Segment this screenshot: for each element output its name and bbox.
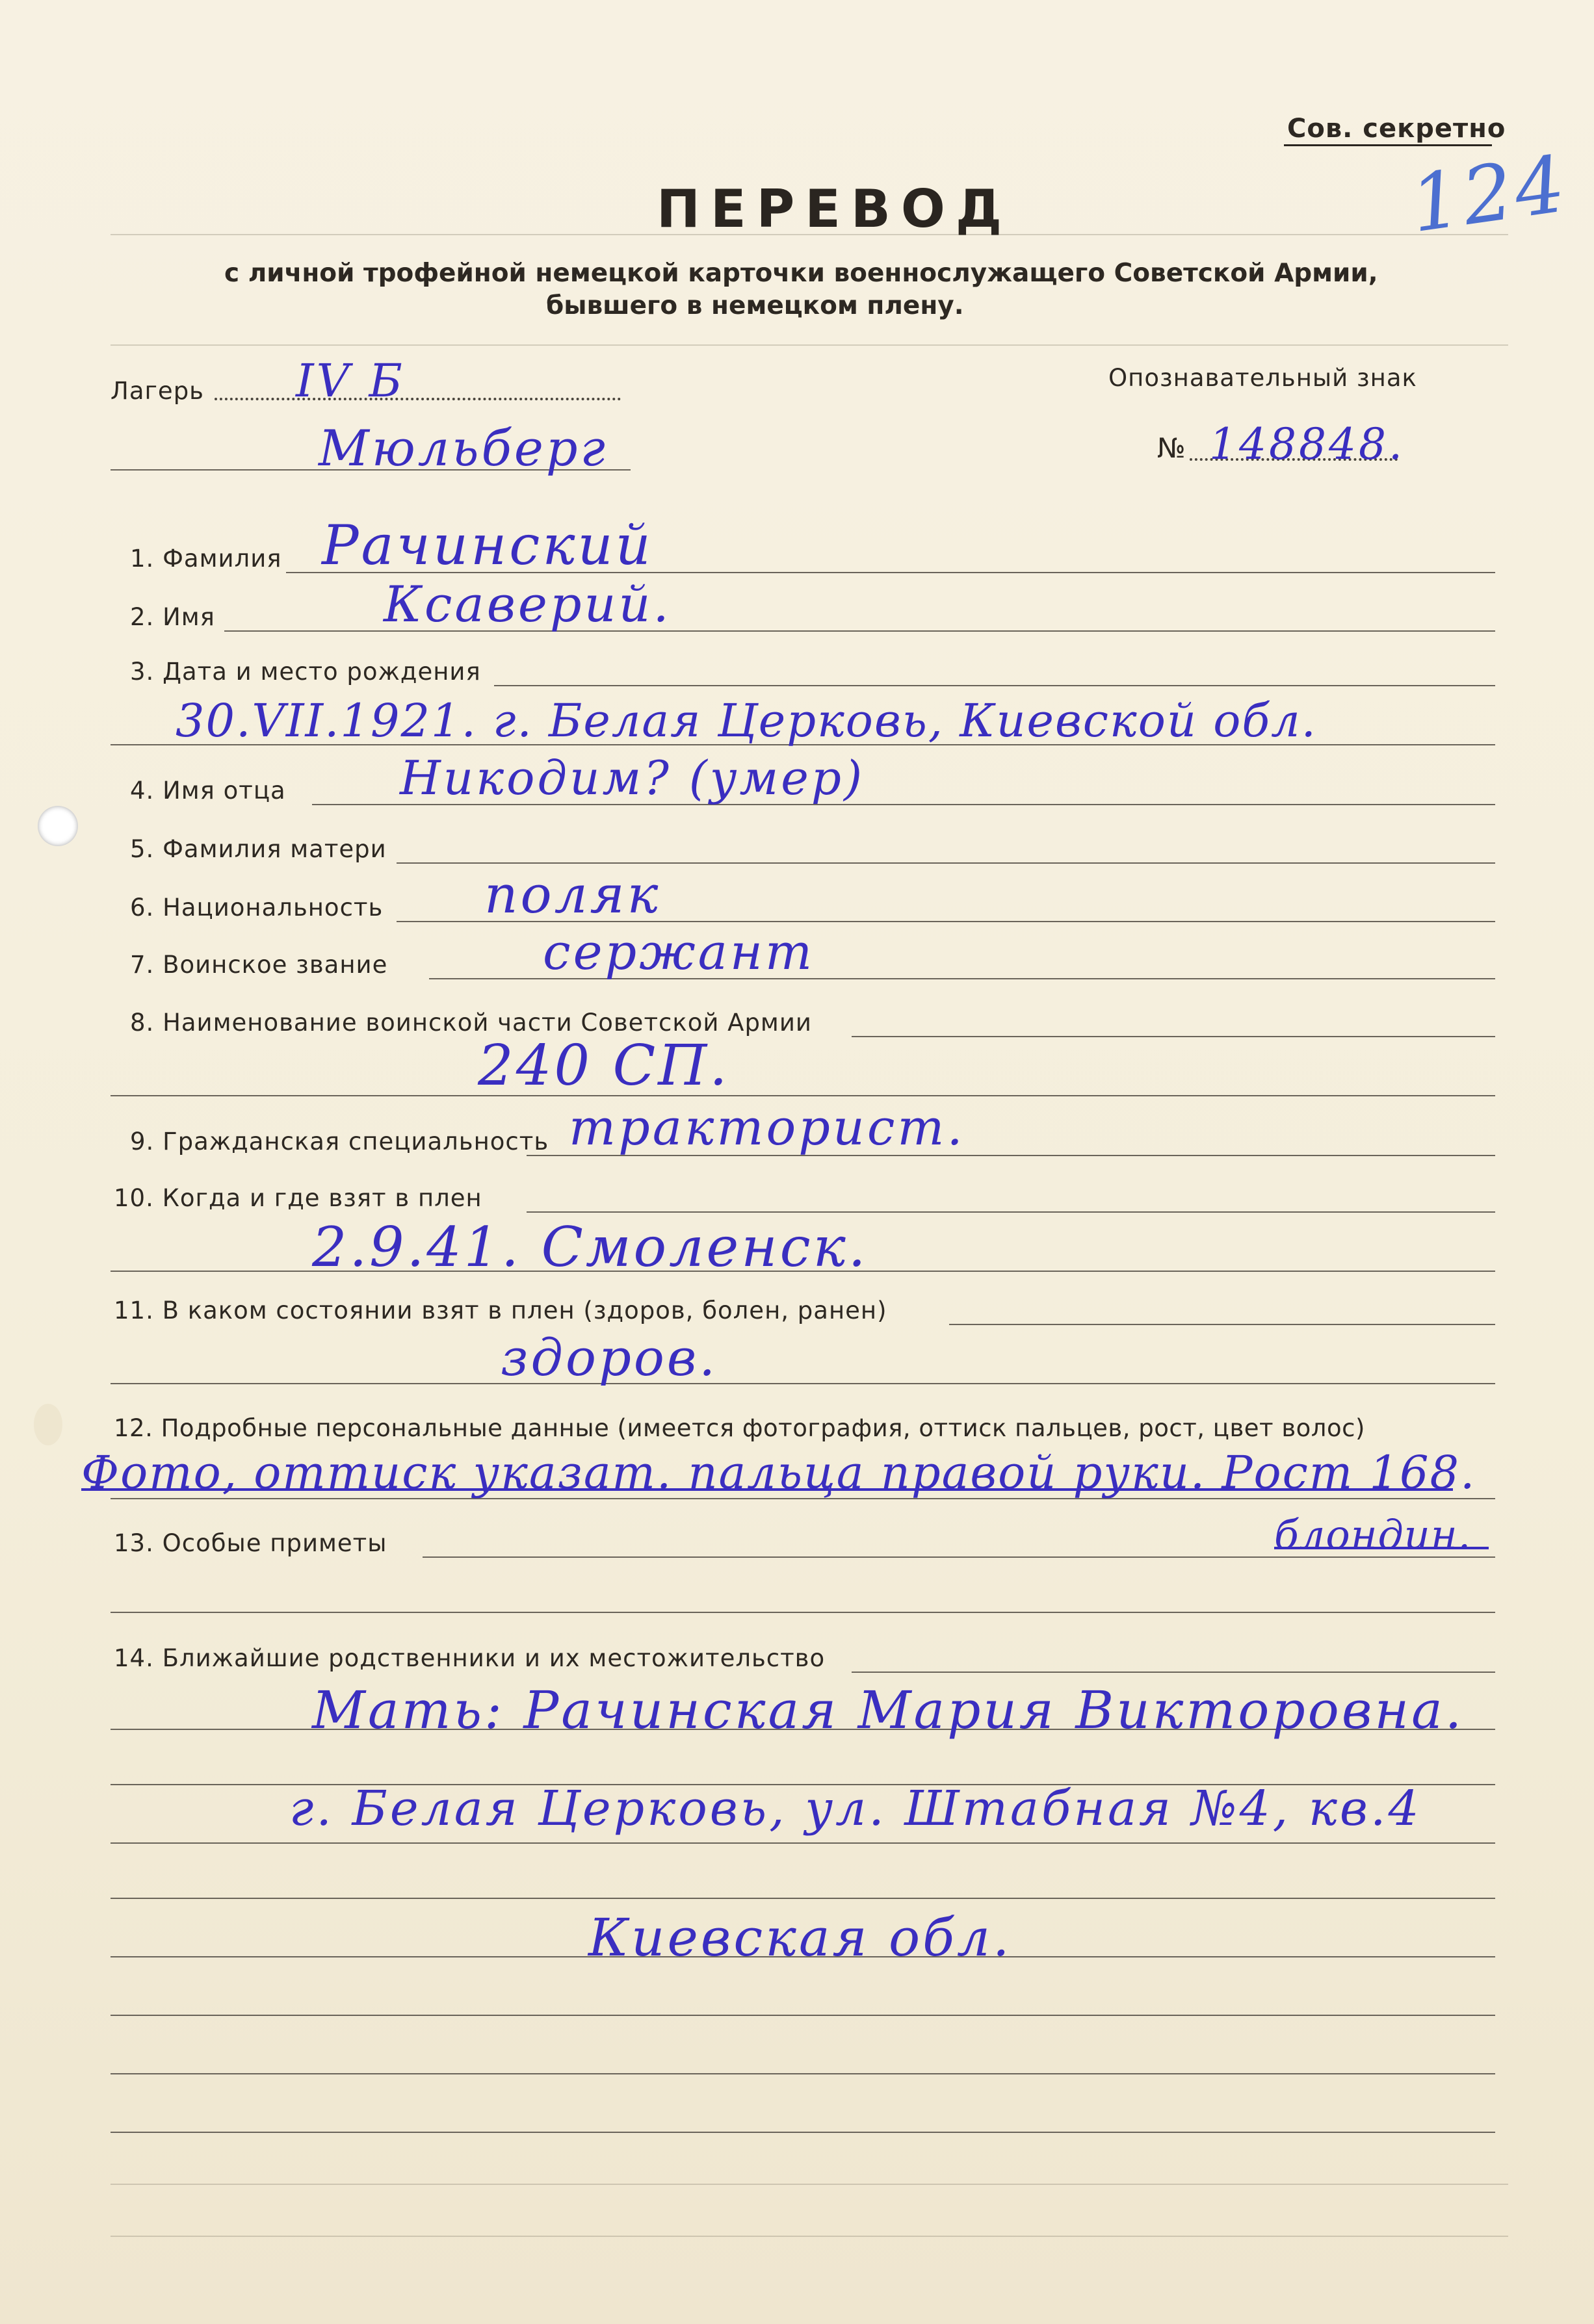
field-rank-value: сержант	[543, 923, 815, 981]
field-relatives-line	[111, 1842, 1495, 1844]
field-birth-value: 30.VII.1921. г. Белая Церковь, Киевской обл.	[176, 694, 1317, 747]
field-relatives-value: г. Белая Церковь, ул. Штабная №4, кв.4	[289, 1781, 1422, 1837]
field-condition-line	[111, 1383, 1495, 1384]
strike-through	[81, 1488, 1453, 1491]
document-title: ПЕРЕВОД	[657, 179, 1013, 239]
field-birth-label: 3. Дата и место рождения	[130, 658, 481, 686]
punch-hole	[34, 1404, 62, 1445]
field-unit-label: 8. Наименование воинской части Советской Армии	[130, 1009, 812, 1037]
field-personal-data-value: Фото, оттиск указат. пальца правой руки. Рост 168.	[81, 1446, 1476, 1499]
field-profession-label: 9. Гражданская специальность	[130, 1128, 549, 1156]
id-tag-label: Опознавательный знак	[1108, 364, 1417, 392]
field-relatives-line	[852, 1672, 1495, 1673]
field-mother-label: 5. Фамилия матери	[130, 835, 387, 863]
handwritten-annotation: 124	[1405, 138, 1573, 251]
camp-location: Мюльберг	[319, 419, 608, 477]
field-name-label: 2. Имя	[130, 603, 215, 631]
ruling-line	[111, 2184, 1508, 2185]
field-relatives-value: Киевская обл.	[588, 1907, 1012, 1968]
classification-underline	[1284, 144, 1492, 146]
id-tag-number: 148848.	[1209, 419, 1405, 469]
document-subtitle: бывшего в немецком плену.	[546, 291, 964, 320]
field-name-value: Ксаверий.	[384, 575, 672, 633]
field-father-label: 4. Имя отца	[130, 777, 286, 805]
field-personal-data-label: 12. Подробные персональные данные (имеется фотография, оттиск пальцев, рост, цвет волос)	[114, 1414, 1365, 1442]
ruling-line	[111, 2236, 1508, 2237]
field-nationality-value: поляк	[484, 864, 661, 925]
field-profession-value: тракторист.	[569, 1098, 965, 1156]
ruling-line	[111, 344, 1508, 346]
field-relatives-line	[111, 2132, 1495, 2133]
field-surname-label: 1. Фамилия	[130, 545, 282, 573]
field-rank-label: 7. Воинское звание	[130, 951, 388, 979]
field-unit-line	[111, 1095, 1495, 1096]
camp-dotted-line	[215, 398, 621, 400]
field-capture-label: 10. Когда и где взят в плен	[114, 1184, 482, 1212]
strike-through	[1274, 1547, 1489, 1549]
field-features-label: 13. Особые приметы	[114, 1529, 387, 1557]
camp-value: IV Б	[296, 354, 405, 407]
camp-label: Лагерь	[111, 377, 204, 405]
field-surname-value: Рачинский	[322, 513, 653, 577]
field-relatives-value: Мать: Рачинская Мария Викторовна.	[312, 1680, 1465, 1740]
field-relatives-line	[111, 1898, 1495, 1899]
field-unit-line	[852, 1036, 1495, 1037]
field-features-value: блондин.	[1274, 1511, 1472, 1558]
classification-stamp: Сов. секретно	[1287, 114, 1506, 144]
field-unit-value: 240 СП.	[478, 1033, 730, 1098]
field-nationality-label: 6. Национальность	[130, 894, 384, 922]
field-relatives-line	[111, 2073, 1495, 2074]
field-capture-value: 2.9.41. Смоленск.	[312, 1215, 869, 1279]
field-condition-label: 11. В каком состоянии взят в плен (здоров, болен, ранен)	[114, 1297, 887, 1324]
field-relatives-line	[111, 2015, 1495, 2016]
field-condition-value: здоров.	[501, 1329, 718, 1388]
field-condition-line	[949, 1324, 1495, 1325]
field-capture-line	[527, 1211, 1495, 1213]
id-tag-number-sign: №	[1157, 432, 1186, 464]
punch-hole	[38, 806, 78, 846]
field-features-line	[111, 1612, 1495, 1613]
field-father-value: Никодим? (умер)	[400, 751, 865, 805]
document-subtitle: с личной трофейной немецкой карточки военнослужащего Советской Армии,	[224, 259, 1378, 288]
field-mother-line	[397, 862, 1495, 864]
field-birth-line	[494, 685, 1495, 686]
field-relatives-label: 14. Ближайшие родственники и их местожительство	[114, 1644, 826, 1672]
